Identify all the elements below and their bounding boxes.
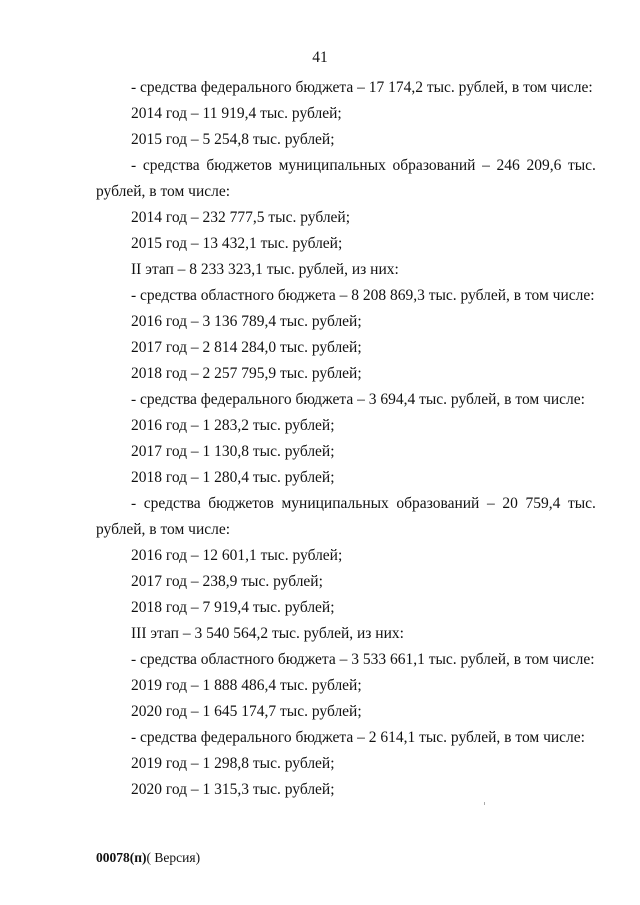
text-line: 2015 год – 5 254,8 тыс. рублей;: [131, 131, 335, 148]
text-line: - средства областного бюджета – 8 208 869,3 тыс. рублей, в том числе:: [131, 287, 595, 304]
page-number: 41: [312, 49, 328, 66]
word: средства: [142, 157, 200, 174]
word: бюджетов: [208, 495, 274, 512]
text-line: 2019 год – 1 298,8 тыс. рублей;: [131, 755, 335, 772]
text-line: - средства областного бюджета – 3 533 661,1 тыс. рублей, в том числе:: [131, 651, 595, 668]
word: образований: [396, 495, 480, 512]
text-line: III этап – 3 540 564,2 тыс. рублей, из них:: [131, 625, 404, 642]
text-line: 2014 год – 232 777,5 тыс. рублей;: [131, 209, 351, 226]
text-line: [96, 155, 596, 181]
text-line: - средства федерального бюджета – 17 174,2 тыс. рублей, в том числе:: [131, 79, 593, 96]
text-line: - средства федерального бюджета – 3 694,4 тыс. рублей, в том числе:: [131, 391, 585, 408]
word: 209,6: [526, 157, 562, 174]
document-version-label: ( Версия): [146, 850, 201, 865]
text-line: 2016 год – 12 601,1 тыс. рублей;: [131, 547, 343, 564]
text-line: 2020 год – 1 315,3 тыс. рублей;: [131, 781, 335, 798]
word: 246: [496, 157, 520, 174]
text-line: рублей, в том числе:: [96, 183, 231, 200]
word: муниципальных: [278, 157, 386, 174]
text-line: 2019 год – 1 888 486,4 тыс. рублей;: [131, 677, 362, 694]
document-body: [96, 77, 596, 805]
word: -: [131, 495, 137, 512]
word: образований: [392, 157, 476, 174]
text-line: 2017 год – 2 814 284,0 тыс. рублей;: [131, 339, 362, 356]
word: 20: [502, 495, 518, 512]
text-line: 2017 год – 1 130,8 тыс. рублей;: [131, 443, 335, 460]
word: 759,4: [525, 495, 561, 512]
text-line: [96, 493, 596, 519]
text-line: 2018 год – 2 257 795,9 тыс. рублей;: [131, 365, 362, 382]
text-line: 2018 год – 1 280,4 тыс. рублей;: [131, 469, 335, 486]
text-line: рублей, в том числе:: [96, 521, 231, 538]
word: тыс.: [567, 157, 596, 174]
text-line: 2020 год – 1 645 174,7 тыс. рублей;: [131, 703, 362, 720]
text-line: 2014 год – 11 919,4 тыс. рублей;: [131, 105, 342, 122]
text-line: 2015 год – 13 432,1 тыс. рублей;: [131, 235, 343, 252]
word: -: [131, 157, 137, 174]
text-line: 2016 год – 3 136 789,4 тыс. рублей;: [131, 313, 362, 330]
text-line: 2016 год – 1 283,2 тыс. рублей;: [131, 417, 335, 434]
word: бюджетов: [206, 157, 272, 174]
word: –: [486, 495, 495, 512]
text-line: 2017 год – 238,9 тыс. рублей;: [131, 573, 323, 590]
document-code: 00078(п): [96, 850, 147, 865]
word: муниципальных: [281, 495, 389, 512]
word: –: [482, 157, 490, 174]
word: средства: [143, 495, 201, 512]
text-line: II этап – 8 233 323,1 тыс. рублей, из них:: [131, 261, 399, 278]
document-footer: [96, 850, 200, 866]
text-line: 2018 год – 7 919,4 тыс. рублей;: [131, 599, 335, 616]
scan-speck: [484, 802, 485, 805]
word: тыс.: [567, 495, 596, 512]
text-line: - средства федерального бюджета – 2 614,1 тыс. рублей, в том числе:: [131, 729, 585, 746]
